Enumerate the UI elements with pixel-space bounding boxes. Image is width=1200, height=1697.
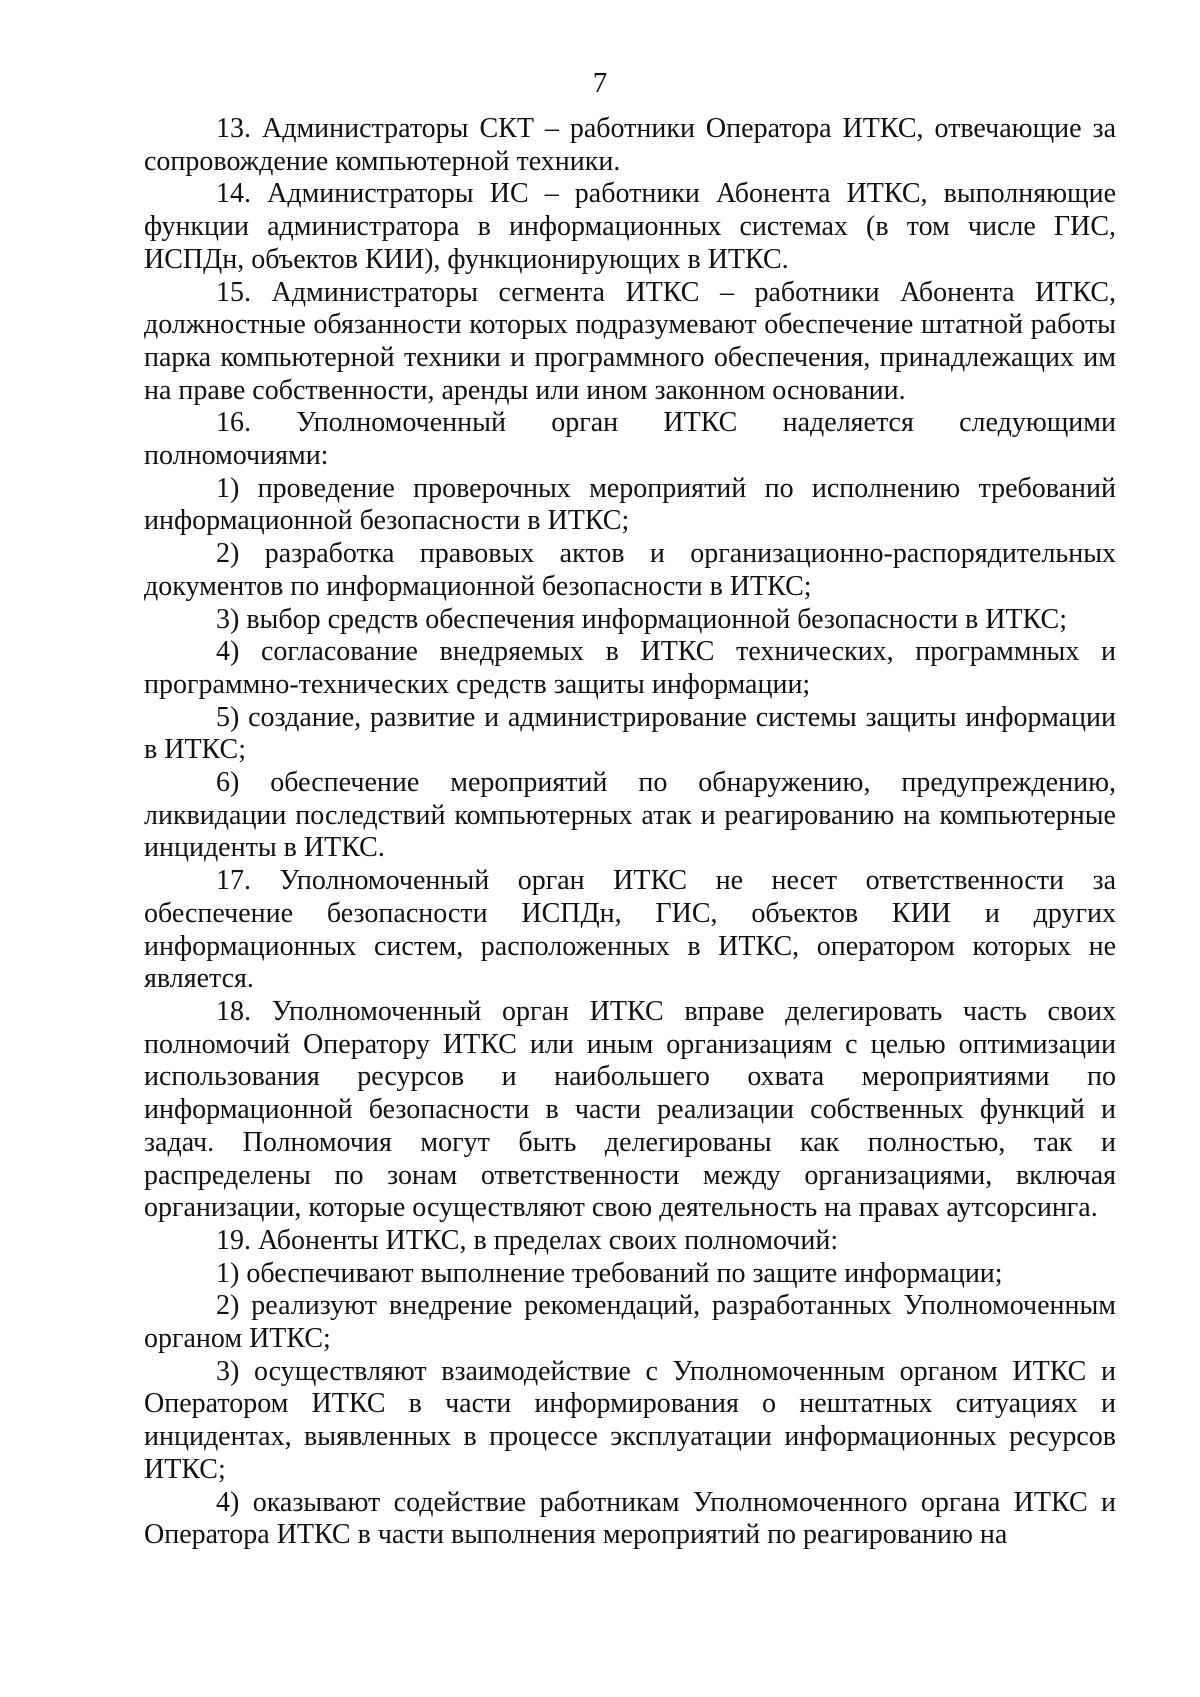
paragraph-19-item-2: 2) реализуют внедрение рекомендаций, разработанных Уполномоченным органом ИТКС; — [144, 1290, 1116, 1355]
paragraph-19-item-4: 4) оказывают содействие работникам Уполномоченного органа ИТКС и Оператора ИТКС в части выполнения мероприятий по реагированию на — [144, 1486, 1116, 1551]
paragraph-17: 17. Уполномоченный орган ИТКС не несет ответственности за обеспечение безопасности ИСПДн, ГИС, объектов КИИ и других информационных систем, расположенных в ИТКС, оператором которых не является. — [144, 865, 1116, 995]
paragraph-16-item-6: 6) обеспечение мероприятий по обнаружению, предупреждению, ликвидации последствий компьютерных атак и реагированию на компьютерные инциденты в ИТКС. — [144, 767, 1116, 864]
paragraph-16: 16. Уполномоченный орган ИТКС наделяется следующими полномочиями: — [144, 407, 1116, 472]
paragraph-16-item-4: 4) согласование внедряемых в ИТКС технических, программных и программно-технических средств защиты информации; — [144, 636, 1116, 700]
paragraph-16-item-5: 5) создание, развитие и администрирование системы защиты информации в ИТКС; — [144, 701, 1116, 766]
paragraph-19-item-1: 1) обеспечивают выполнение требований по защите информации; — [216, 1257, 1003, 1289]
page-number: 7 — [592, 67, 608, 99]
paragraph-15: 15. Администраторы сегмента ИТКС – работники Абонента ИТКС, должностные обязанности которых подразумевают обеспечение штатной работы парка компьютерной техники и программного обеспечения, принадлежащих им на праве собственности, аренды или ином законном основании. — [144, 276, 1116, 406]
paragraph-18: 18. Уполномоченный орган ИТКС вправе делегировать часть своих полномочий Оператору ИТКС или иным организациям с целью оптимизации использования ресурсов и наибольшего охвата мероприятиями по информационной безопасности в части реализации собственных функций и задач. Полномочия могут быть делегированы как полностью, так и распределены по зонам ответственности между организациями, включая организации, которые осуществляют свою деятельность на правах аутсорсинга. — [144, 995, 1116, 1224]
paragraph-19-item-3: 3) осуществляют взаимодействие с Уполномоченным органом ИТКС и Оператором ИТКС в части информирования о нештатных ситуациях и инцидентах, выявленных в процессе эксплуатации информационных ресурсов ИТКС; — [144, 1355, 1116, 1485]
paragraph-16-item-3: 3) выбор средств обеспечения информационной безопасности в ИТКС; — [216, 603, 1067, 635]
paragraph-13: 13. Администраторы СКТ – работники Оператора ИТКС, отвечающие за сопровождение компьютерной техники. — [144, 113, 1116, 177]
document-body — [144, 113, 1116, 1552]
paragraph-16-item-2: 2) разработка правовых актов и организационно-распорядительных документов по информационной безопасности в ИТКС; — [144, 538, 1116, 602]
paragraph-16-item-1: 1) проведение проверочных мероприятий по исполнению требований информационной безопасности в ИТКС; — [144, 472, 1116, 537]
paragraph-14: 14. Администраторы ИС – работники Абонента ИТКС, выполняющие функции администратора в информационных системах (в том числе ГИС, ИСПДн, объектов КИИ), функционирующих в ИТКС. — [144, 178, 1116, 275]
paragraph-19: 19. Абоненты ИТКС, в пределах своих полномочий: — [216, 1224, 839, 1256]
